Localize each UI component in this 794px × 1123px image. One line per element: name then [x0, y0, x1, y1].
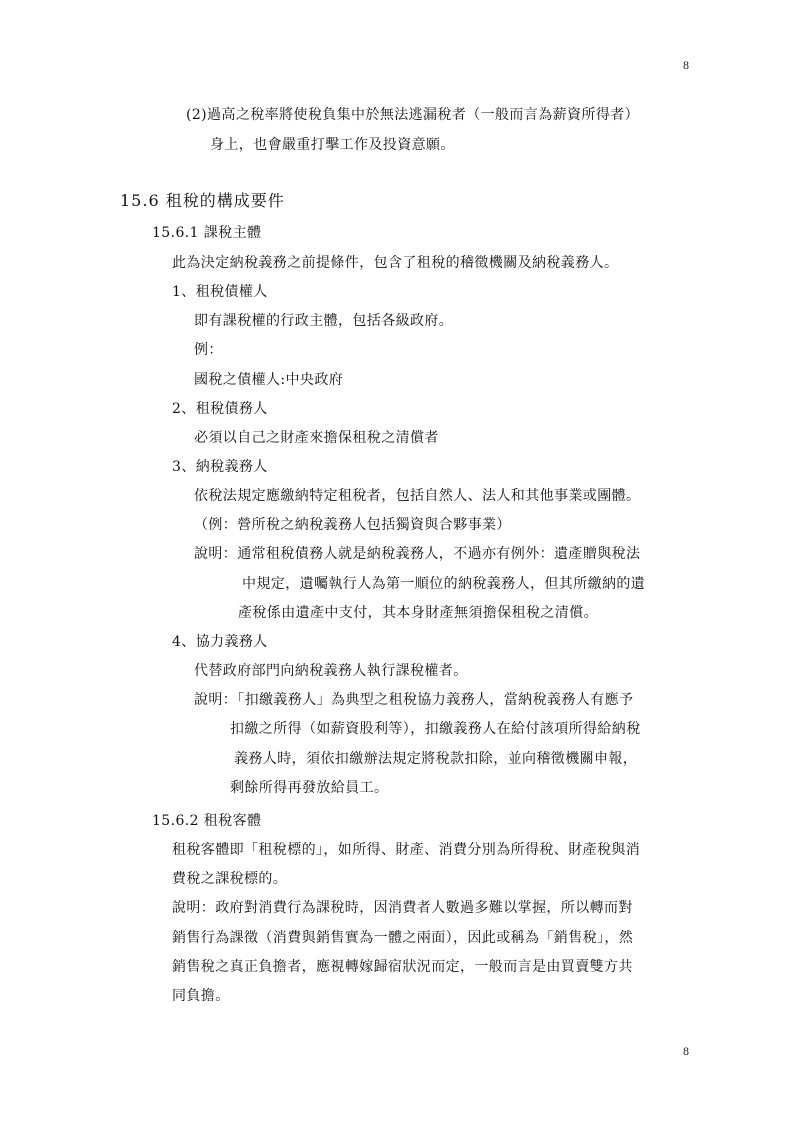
item-3-note-line-2: 中規定，遺囑執行人為第一順位的納稅義務人，但其所繳納的遺 [242, 576, 646, 592]
subsection-2-para-2-line-2: 銷售行為課徵（消費與銷售實為一體之兩面），因此或稱為「銷售稅」，然 [172, 930, 634, 946]
item-1-text: 即有課稅權的行政主體，包括各級政府。 [194, 313, 454, 329]
subsection-2-para-2-line-4: 同負擔。 [172, 988, 230, 1004]
item-4-note-line-4: 剩餘所得再發放給員工。 [230, 780, 389, 796]
subsection-2-para-1-line-1: 租稅客體即「租稅標的」，如所得、財產、消費分別為所得稅、財產稅與消 [172, 842, 641, 858]
item-2-title: 2、租稅債務人 [172, 401, 268, 417]
subsection-1-intro: 此為決定納稅義務之前提條件，包含了租稅的稽徵機關及納稅義務人。 [172, 255, 619, 271]
item-3-note-line-1: 說明：通常租稅債務人就是納稅義務人，不過亦有例外：遺產贈與稅法 [194, 546, 641, 562]
item-1-example-label: 例： [194, 342, 223, 358]
item-3-example: （例：營所稅之納稅義務人包括獨資與合夥事業） [194, 517, 511, 533]
item-4-text: 代替政府部門向納稅義務人執行課稅權者。 [194, 663, 468, 679]
item-1-title: 1、租稅債權人 [172, 284, 268, 300]
intro-line-2: 身上，也會嚴重打擊工作及投資意願。 [210, 137, 455, 153]
item-3-text: 依稅法規定應繳納特定租稅者，包括自然人、法人和其他事業或團體。 [194, 488, 641, 504]
item-4-title: 4、協力義務人 [172, 634, 268, 650]
intro-line-1: (2)過高之稅率將使稅負集中於無法逃漏稅者（一般而言為薪資所得者） [186, 107, 640, 123]
item-4-note-line-3: 義務人時，須依扣繳辦法規定將稅款扣除，並向稽徵機關申報， [234, 751, 638, 767]
item-2-text: 必須以自己之財產來擔保租稅之清償者 [194, 430, 439, 446]
subsection-heading-1: 15.6.1 課稅主體 [152, 225, 262, 241]
subsection-2-para-2-line-1: 說明：政府對消費行為課稅時，因消費者人數過多難以掌握，所以轉而對 [172, 900, 633, 916]
item-4-note-line-2: 扣繳之所得（如薪資股利等），扣繳義務人在給付該項所得給納稅 [230, 721, 641, 737]
footer-page-number: 8 [683, 1044, 689, 1058]
subsection-heading-2: 15.6.2 租稅客體 [152, 813, 262, 829]
subsection-2-para-1-line-2: 費稅之課稅標的。 [172, 871, 288, 887]
subsection-2-para-2-line-3: 銷售稅之真正負擔者，應視轉嫁歸宿狀況而定，一般而言是由買賣雙方共 [172, 959, 633, 975]
section-title: 15.6 租稅的構成要件 [120, 191, 285, 210]
header-page-number: 8 [683, 58, 689, 72]
item-3-note-line-3: 產稅係由遺產中支付，其本身財產無須擔保租稅之清償。 [238, 605, 598, 621]
item-1-example: 國稅之債權人:中央政府 [194, 372, 344, 388]
item-4-note-line-1: 說明：「扣繳義務人」為典型之租稅協力義務人，當納稅義務人有應予 [194, 692, 634, 708]
item-3-title: 3、納稅義務人 [172, 459, 268, 475]
